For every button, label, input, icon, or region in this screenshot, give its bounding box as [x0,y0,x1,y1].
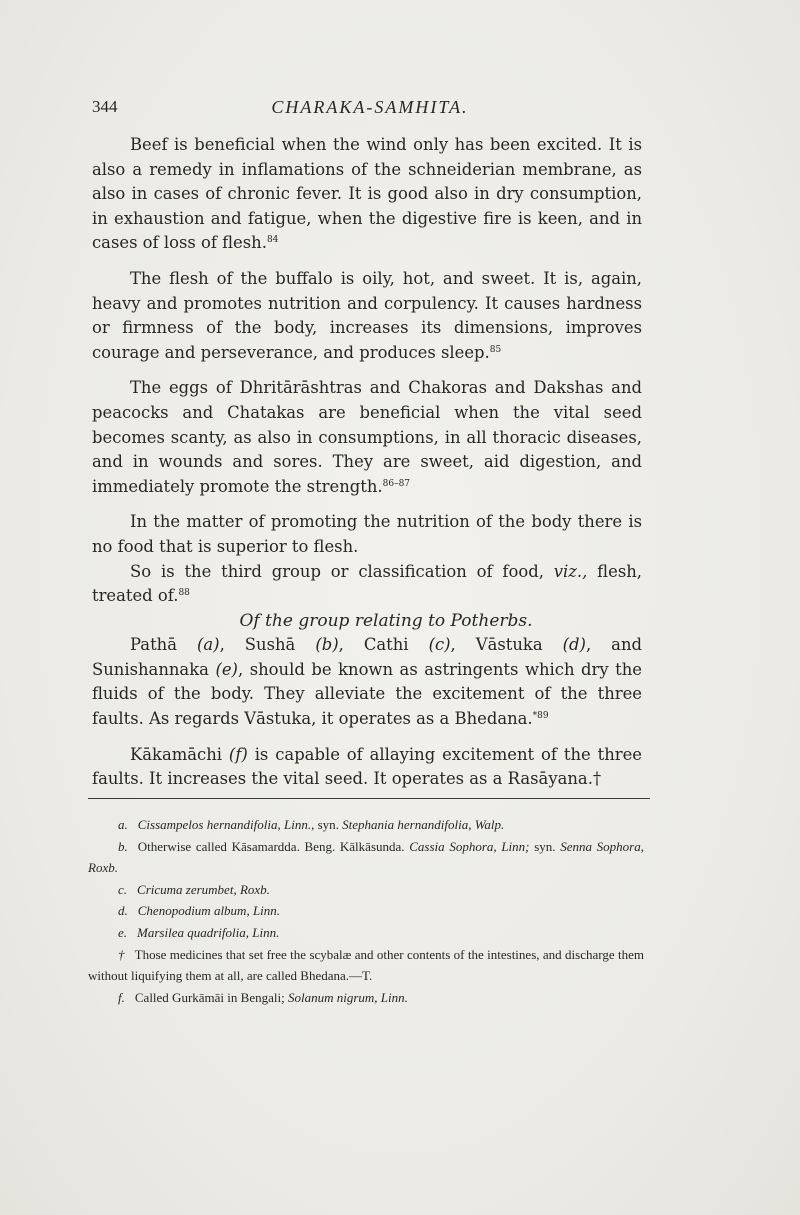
footnote-b: b. Otherwise called Kāsamardda. Beng. Kālkāsunda. Cassia Sophora, Linn; syn. Senna Sophora, Roxb. [88,838,644,876]
paragraph-beef: Beef is beneficial when the wind only has been excited. It is also a remedy in inflamations of the schneiderian membrane, as also in cases of chronic fever. It is good also in dry consumption, in exhaustion and fatigue, when the digestive fire is keen, and in cases of loss of flesh.$^{84}$ [92,135,642,253]
main-text [92,133,642,792]
reference-mark: *89 [532,711,549,722]
paragraph-kakamachi: Kākamāchi (f) is capable of allaying excitement of the three faults. It increases the vital seed. It operates as a Rasāyana.† [92,744,642,789]
section-heading: Of the group relating to Potherbs. [239,610,533,631]
page-number: 344 [92,97,118,116]
footnote-a: a. Cissampelos hernandifolia, Linn., syn. Stephania hernandifolia, Walp. [118,817,505,832]
footnote-c: c. Cricuma zerumbet, Roxb. [118,881,270,897]
paragraph-eggs: The eggs of Dhritārāshtras and Chakoras and Dakshas and peacocks and Chatakas are beneficial when the vital seed becomes scanty, as also in consumptions, in all thoracic diseases, and in wounds and sores. They are sweet, aid digestion, and immediately promote the strength.$^{86-87}$ [92,378,642,496]
footnote-f: f. Called Gurkāmāi in Bengali; Solanum nigrum, Linn. [118,989,408,1005]
paragraph-potherbs: Pathā (a), Sushā (b), Cathi (c), Vāstuka (d), and Sunishannaka (e), should be known as astringents which dry the fluids of the body. They alleviate the excitement of the three faults. As regards Vāstuka, it operates as a Bhedana.$^{*89}$ [92,635,642,729]
footnotes [88,814,644,1008]
reference-mark: 86–87 [382,478,411,489]
reference-mark: 84 [266,235,279,246]
page-header [92,97,648,121]
reference-mark: 88 [178,588,190,599]
paragraph-nutrition: In the matter of promoting the nutrition of the body there is no food that is superior to flesh. [92,512,642,556]
footnote-dagger: † Those medicines that set free the scybalæ and other contents of the intestines, and discharge them without liquifying them at all, are called Bhedana.—T. [88,946,644,984]
reference-mark: 85 [489,344,502,355]
dagger-mark: † [592,769,602,789]
footnote-d: d. Chenopodium album, Linn. [118,903,281,919]
footnote-divider [88,798,650,799]
running-title: CHARAKA-SAMHITA. [271,97,469,117]
paragraph-buffalo: The flesh of the buffalo is oily, hot, and sweet. It is, again, heavy and promotes nutrition and corpulency. It causes hardness or firmness of the body, increases its dimensions, improves courage and perseverance, and produces sleep.$^{85}$ [92,268,642,362]
paragraph-third-group: So is the third group or classification of food, viz., flesh, treated of.$^{88}$ [92,561,642,606]
footnote-e: e. Marsilea quadrifolia, Linn. [118,924,280,940]
